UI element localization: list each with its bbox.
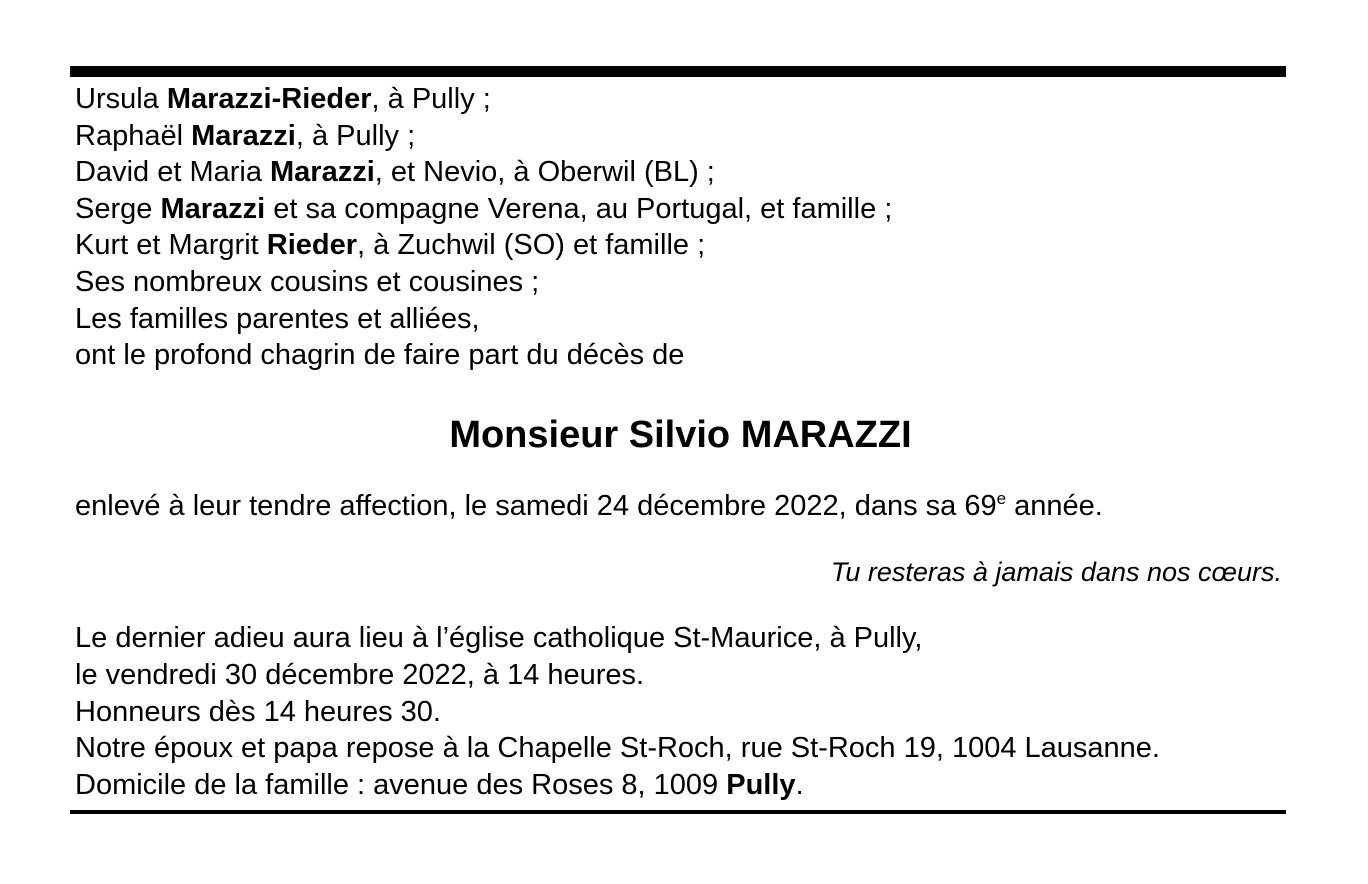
announcement-line: ont le profond chagrin de faire part du décès de — [75, 339, 685, 372]
memorial-quote: Tu resteras à jamais dans nos cœurs. — [830, 557, 1282, 588]
ceremony-line: Honneurs dès 14 heures 30. — [75, 695, 441, 728]
family-surname: Marazzi — [270, 156, 375, 189]
passing-text: année. — [1006, 489, 1103, 522]
family-line-text: Serge — [75, 192, 161, 225]
passing-text: enlevé à leur tendre affection, le samedi 24 décembre 2022, dans sa 69 — [75, 489, 997, 522]
family-line — [75, 191, 1286, 228]
family-line — [75, 154, 1286, 191]
address-text: . — [795, 768, 804, 801]
ceremony-line: Le dernier adieu aura lieu à l’église catholique St-Maurice, à Pully, — [75, 622, 923, 655]
family-line-text: Raphaël — [75, 119, 192, 152]
ordinal-suffix: e — [996, 488, 1007, 508]
family-line — [75, 81, 1286, 118]
family-line-text: , et Nevio, à Oberwil (BL) ; — [374, 156, 715, 189]
family-line-text: et sa compagne Verena, au Portugal, et famille ; — [265, 192, 893, 225]
deceased-name: Monsieur Silvio MARAZZI — [449, 413, 912, 456]
family-surname: Marazzi — [191, 119, 296, 152]
family-line: Les familles parentes et alliées, — [75, 302, 480, 335]
ceremony-line: le vendredi 30 décembre 2022, à 14 heures. — [75, 658, 645, 691]
family-line-text: , à Pully ; — [371, 83, 491, 115]
family-line-text: Kurt et Margrit — [75, 229, 267, 262]
top-rule — [70, 66, 1286, 77]
family-line: Ses nombreux cousins et cousines ; — [75, 265, 540, 298]
family-surname: Marazzi-Rieder — [166, 83, 372, 115]
family-line-text: , à Pully ; — [295, 119, 416, 152]
family-line — [75, 227, 1286, 264]
ceremony-details — [70, 620, 1286, 803]
family-surname: Marazzi — [160, 192, 266, 225]
bottom-rule — [70, 810, 1286, 814]
family-line — [75, 118, 1286, 155]
family-line-text: Ursula — [75, 83, 167, 115]
family-line-text: David et Maria — [75, 156, 271, 189]
family-surname: Rieder — [266, 229, 358, 262]
death-notice — [70, 66, 1286, 814]
address-text: Domicile de la famille : avenue des Roses 8, 1009 — [75, 768, 727, 801]
family-list — [70, 81, 1286, 374]
passing-statement — [70, 488, 1286, 525]
ceremony-line: Notre époux et papa repose à la Chapelle St-Roch, rue St-Roch 19, 1004 Lausanne. — [75, 732, 1160, 765]
family-address — [75, 767, 1286, 804]
family-line-text: , à Zuchwil (SO) et famille ; — [357, 229, 706, 262]
address-town: Pully — [726, 768, 796, 801]
